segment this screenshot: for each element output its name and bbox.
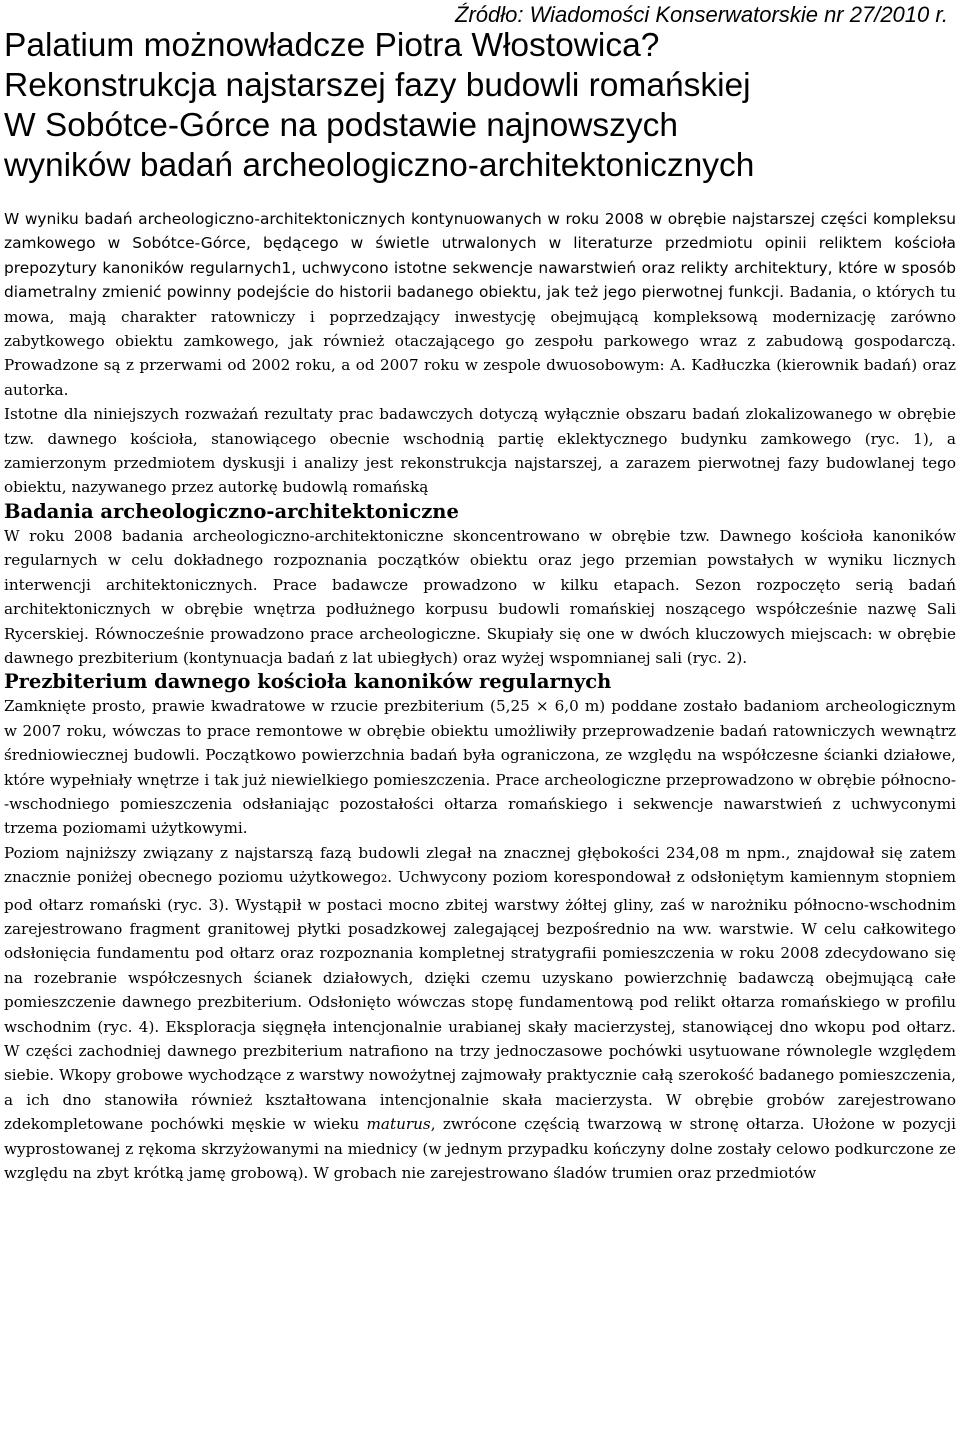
paragraph-text: , zwrócone częścią twarzową w stronę ołtarza. Ułożone w pozycji wyprostowanej z rękoma skrzyżowanymi na miednicy (w jednym przypadku kończyny dolne zostały celowo podkurczone ze względu na zbyt krótką jamę grobową). W grobach nie zarejestrowano śladów trumien oraz przedmiotów <box>4 1115 957 1183</box>
footnote-ref-1: 1 <box>281 258 292 277</box>
intro-text-sans-2: , uchwycono istotne sekwencje nawarstwień oraz relikty architektury, które w sposób diametralny zmienić powinny podejście do historii badanego obiektu, jak też jego pierwotnej funkcji. <box>4 258 956 302</box>
section-heading: Prezbiterium dawnego kościoła kanoników regularnych <box>4 670 612 694</box>
paragraph-text: Poziom najniższy związany z najstarszą fazą budowli zlegał na znacznej głębokości 234,08 m npm., znajdował się zatem znacznie poniżej obecnego poziomu użytkowego <box>4 843 956 887</box>
source-note: Źródło: Wiadomości Konserwatorskie nr 27/2010 r. <box>455 2 948 27</box>
section-heading: Badania archeologiczno-architektoniczne <box>4 499 459 523</box>
body-paragraph: Istotne dla niniejszych rozważań rezultaty prac badawczych dotyczą wyłącznie obszaru badań zlokalizowanego w obrębie tzw. dawnego kościoła, stanowiącego obecnie wschodnią partię eklektycznego budynku zamkowego (ryc. 1), a zamierzonym przedmiotem dyskusji i analizy jest rekonstrukcja najstarszej, a zarazem pierwotnej fazy budowlanej tego obiektu, nazywanego przez autorkę budowlą romańską <box>4 405 956 497</box>
intro-text-serif: Badania, o których tu mowa, mają charakter ratowniczy i poprzedzający inwestycję obejmującą kompleksową modernizację zarówno zabytkowego obiektu zamkowego, jak również otaczającego go zespołu parkowego wraz z zabudową gospodarczą. Prowadzone są z przerwami od 2002 roku, a od 2007 roku w zespole dwuosobowym: A. Kadłuczka (kierownik badań) oraz autorka. <box>4 283 956 399</box>
body-paragraph: Zamknięte prosto, prawie kwadratowe w rzucie prezbiterium (5,25 × 6,0 m) poddane zostało badaniom archeologicznym w 2007 roku, wówczas to prace remontowe w obrębie obiektu umożliwiły przeprowadzenie badań ratowniczych wewnątrz średniowiecznej budowli. Początkowo powierzchnia badań była ograniczona, ze względu na współczesne ścianki działowe, które wypełniały wnętrze i tak już niewielkiego pomieszczenia. Prace archeologiczne przeprowadzono w obrębie północno--wschodniego pomieszczenia odsłaniając pozostałości ołtarza romańskiego i sekwencje nawarstwień z uchwyconymi trzema poziomami użytkowymi. <box>4 697 956 838</box>
intro-text-sans: W wyniku badań archeologiczno-architektonicznych kontynuowanych w roku 2008 w obrębie najstarszej części kompleksu zamkowego w Sobótce-Górce, będącego w świetle utrwalonych w literaturze przedmiotu opinii reliktem kościoła prepozytury kanoników regularnych <box>4 210 956 277</box>
body-paragraph: W roku 2008 badania archeologiczno-architektoniczne skoncentrowano w obrębie tzw. Dawnego kościoła kanoników regularnych w celu dokładnego rozpoznania początków obiektu oraz jego przemian powstałych w wyniku licznych interwencji architektonicznych. Prace badawcze prowadzono w kilku etapach. Sezon rozpoczęto serią badań architektonicznych w obrębie wnętrza podłużnego korpusu budowli romańskiej noszącego współcześnie nazwę Sali Rycerskiej. Równocześnie prowadzono prace archeologiczne. Skupiały się one w dwóch kluczowych miejscach: w obrębie dawnego prezbiterium (kontynuacja badań z lat ubiegłych) oraz wyżej wspomnianej sali (ryc. 2). <box>4 526 956 667</box>
intro-paragraph <box>4 207 956 402</box>
paragraph-text: . Uchwycony poziom korespondował z odsłoniętym kamiennym stopniem pod ołtarz romański (ryc. 3). Wystąpił w postaci mocno zbitej warstwy żółtej gliny, zaś w narożniku północno-wschodnim zarejestrowano fragment granitowej płytki posadzkowej zalegającej bezpośrednio na ww. warstwie. W celu całkowitego odsłonięcia fundamentu pod ołtarz oraz rozpoznania kompletnej stratygrafii pomieszczenia w roku 2008 zdecydowano się na rozebranie współczesnych ścianek działowych, dzięki czemu uzyskano powierzchnię badawczą obejmującą całe pomieszczenie dawnego prezbiterium. Odsłonięto wówczas stopę fundamentową pod relikt ołtarza romańskiego w profilu wschodnim (ryc. 4). Eksploracja sięgnęła intencjonalnie urabianej skały macierzystej, stanowiącej dno wkopu pod ołtarz. W części zachodniej dawnego prezbiterium natrafiono na trzy jednoczasowe pochówki usytuowane równolegle względem siebie. Wkopy grobowe wychodzące z warstwy nowożytnej zajmowały praktycznie całą szerokość badanego pomieszczenia, a ich dno stanowiła również kształtowana intencjonalnie skała macierzysta. W obrębie grobów zarejestrowano zdekompletowane pochówki męskie w wieku <box>4 868 956 1134</box>
title-line: Palatium możnowładcze Piotra Włostowica? <box>4 27 660 64</box>
latin-term: maturus <box>366 1115 431 1134</box>
body-paragraph <box>4 841 956 1186</box>
title-line: W Sobótce-Górce na podstawie najnowszych <box>4 107 679 144</box>
title-line: Rekonstrukcja najstarszej fazy budowli romańskiej <box>4 67 751 104</box>
title-line: wyników badań archeologiczno-architektonicznych <box>4 147 755 184</box>
footnote-ref-2: 2 <box>380 874 388 886</box>
page-title <box>4 26 956 186</box>
